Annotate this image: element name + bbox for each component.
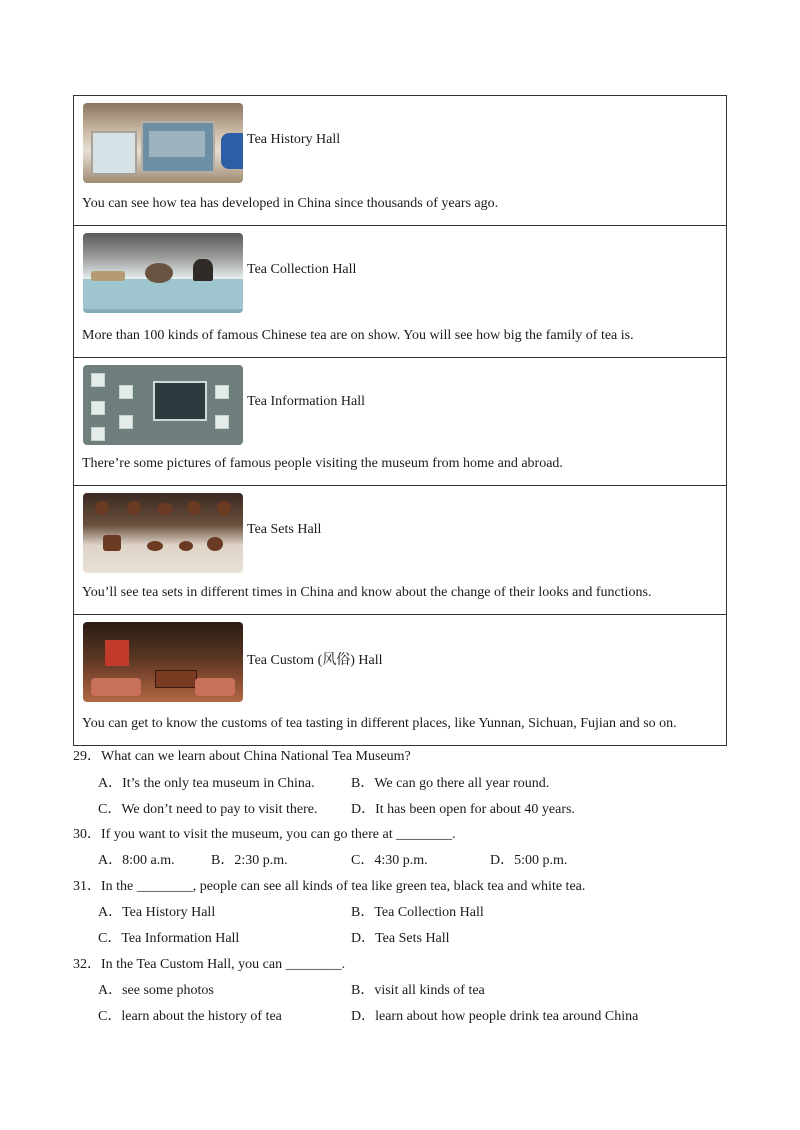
tea-collection-hall-photo [83,233,243,313]
option-32-d[interactable]: D．learn about how people drink tea around China [351,1009,639,1024]
option-29-c[interactable]: C．We don’t need to pay to visit there. [98,802,318,817]
option-30-c[interactable]: C．4:30 p.m. [351,853,428,868]
question-30: 30．If you want to visit the museum, you can go there at ________. [73,827,456,842]
option-31-c[interactable]: C．Tea Information Hall [98,931,240,946]
tea-sets-hall-photo [83,493,243,573]
hall-name: Tea Information Hall [247,393,365,409]
hall-description: You can get to know the customs of tea tasting in different places, like Yunnan, Sichuan, Fujian and so on. [82,716,677,731]
tea-history-hall-photo [83,103,243,183]
hall-row-collection [74,226,726,358]
hall-row-history [74,96,726,226]
hall-description: You’ll see tea sets in different times in China and know about the change of their looks and functions. [82,585,652,600]
tea-custom-hall-photo [83,622,243,702]
option-30-b[interactable]: B．2:30 p.m. [211,853,288,868]
question-32: 32．In the Tea Custom Hall, you can ________. [73,957,346,972]
hall-row-custom [74,615,726,745]
option-32-a[interactable]: A．see some photos [98,983,214,998]
question-31: 31．In the ________, people can see all kinds of tea like green tea, black tea and white tea. [73,879,586,894]
option-29-b[interactable]: B．We can go there all year round. [351,776,550,791]
tea-information-hall-photo [83,365,243,445]
hall-name: Tea Collection Hall [247,261,357,277]
question-29: 29．What can we learn about China National Tea Museum? [73,749,411,764]
option-32-c[interactable]: C．learn about the history of tea [98,1009,282,1024]
option-30-d[interactable]: D．5:00 p.m. [490,853,568,868]
option-32-b[interactable]: B．visit all kinds of tea [351,983,485,998]
hall-description: You can see how tea has developed in China since thousands of years ago. [82,196,499,211]
option-30-a[interactable]: A．8:00 a.m. [98,853,175,868]
hall-name: Tea Custom (风俗) Hall [247,652,383,668]
hall-description: There’re some pictures of famous people visiting the museum from home and abroad. [82,456,563,471]
halls-table [73,95,727,746]
option-29-d[interactable]: D．It has been open for about 40 years. [351,802,575,817]
option-29-a[interactable]: A．It’s the only tea museum in China. [98,776,315,791]
hall-description: More than 100 kinds of famous Chinese tea are on show. You will see how big the family of tea is. [82,328,634,343]
option-31-d[interactable]: D．Tea Sets Hall [351,931,450,946]
hall-name: Tea Sets Hall [247,521,322,537]
hall-row-sets [74,486,726,615]
option-31-a[interactable]: A．Tea History Hall [98,905,216,920]
option-31-b[interactable]: B．Tea Collection Hall [351,905,484,920]
hall-row-information [74,358,726,486]
hall-name: Tea History Hall [247,131,341,147]
